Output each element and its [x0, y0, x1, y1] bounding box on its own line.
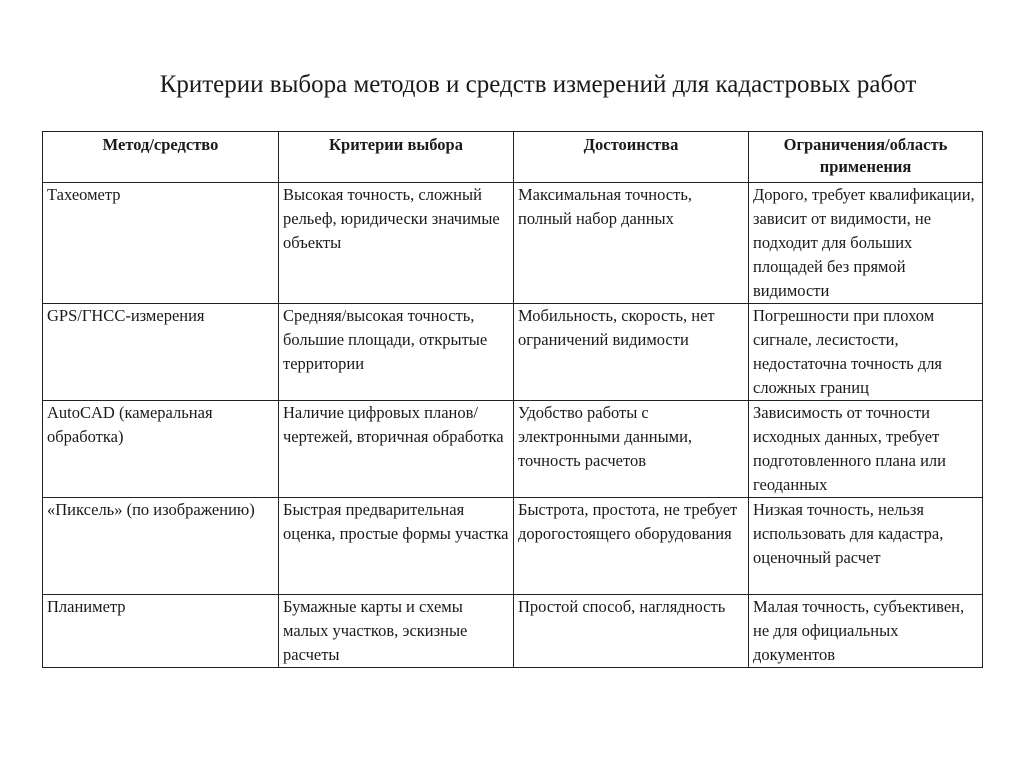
- criteria-table: [42, 131, 983, 668]
- table-row: [43, 183, 983, 304]
- cell-limitations: Низкая точность, нельзя использовать для кадастра, оценочный расчет: [749, 498, 983, 595]
- cell-advantages: Удобство работы с электронными данными, точность расчетов: [514, 401, 749, 498]
- table-row: [43, 498, 983, 595]
- page-title: Критерии выбора методов и средств измерений для кадастровых работ: [159, 71, 917, 98]
- cell-limitations: Дорого, требует квалификации, зависит от видимости, не подходит для больших площадей без прямой видимости: [749, 183, 983, 304]
- cell-criteria: Высокая точность, сложный рельеф, юридически значимые объекты: [279, 183, 514, 304]
- header-advantages: Достоинства: [514, 132, 749, 183]
- header-method: Метод/средство: [43, 132, 279, 183]
- cell-criteria: Средняя/высокая точность, большие площади, открытые территории: [279, 304, 514, 401]
- header-limitations: Ограничения/область применения: [749, 132, 983, 183]
- cell-advantages: Простой способ, наглядность: [514, 595, 749, 668]
- table-header-row: [43, 132, 983, 183]
- table-row: [43, 595, 983, 668]
- cell-method: Тахеометр: [43, 183, 279, 304]
- cell-method: GPS/ГНСС-измерения: [43, 304, 279, 401]
- table-row: [43, 304, 983, 401]
- cell-advantages: Максимальная точность, полный набор данных: [514, 183, 749, 304]
- cell-criteria: Наличие цифровых планов/чертежей, вторичная обработка: [279, 401, 514, 498]
- cell-method: «Пиксель» (по изображению): [43, 498, 279, 595]
- header-criteria: Критерии выбора: [279, 132, 514, 183]
- cell-method: Планиметр: [43, 595, 279, 668]
- cell-limitations: Малая точность, субъективен, не для официальных документов: [749, 595, 983, 668]
- cell-advantages: Мобильность, скорость, нет ограничений видимости: [514, 304, 749, 401]
- cell-method: AutoCAD (камеральная обработка): [43, 401, 279, 498]
- cell-advantages: Быстрота, простота, не требует дорогостоящего оборудования: [514, 498, 749, 595]
- cell-limitations: Зависимость от точности исходных данных, требует подготовленного плана или геоданных: [749, 401, 983, 498]
- cell-limitations: Погрешности при плохом сигнале, лесистости, недостаточна точность для сложных границ: [749, 304, 983, 401]
- cell-criteria: Быстрая предварительная оценка, простые формы участка: [279, 498, 514, 595]
- cell-criteria: Бумажные карты и схемы малых участков, эскизные расчеты: [279, 595, 514, 668]
- table-row: [43, 401, 983, 498]
